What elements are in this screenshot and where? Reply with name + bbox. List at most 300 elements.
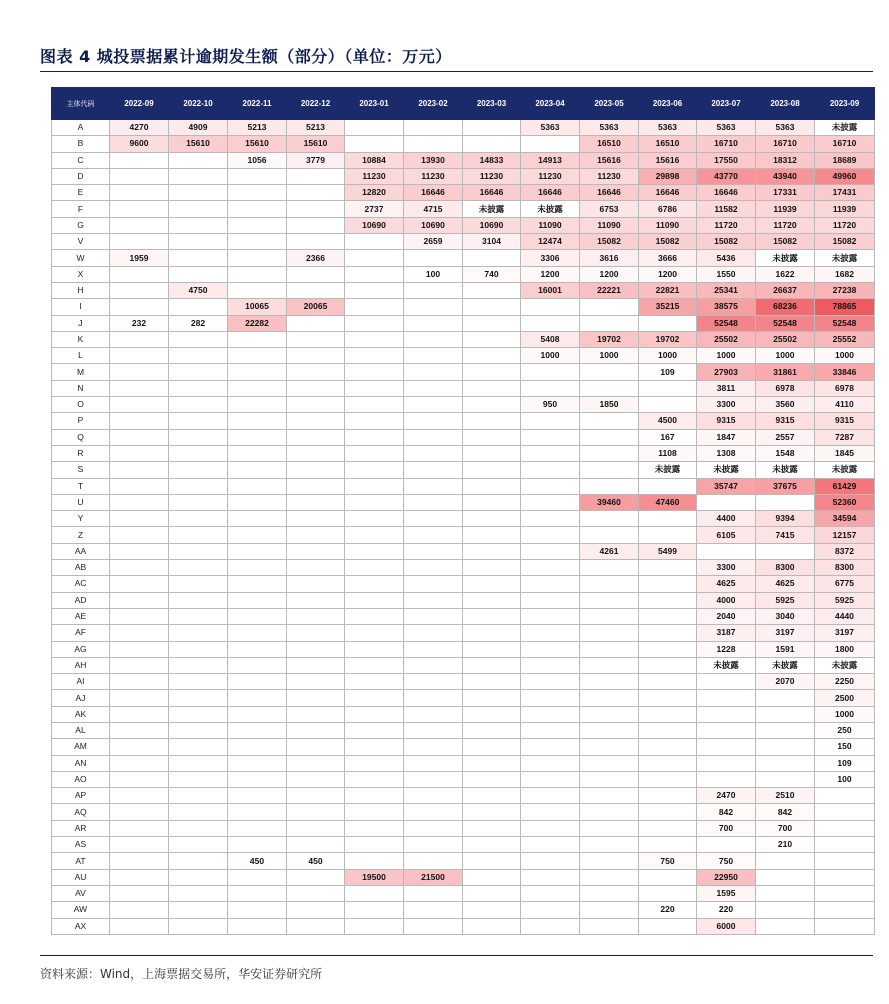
overdue-amount-cell: 11720 xyxy=(697,217,756,233)
overdue-amount-cell xyxy=(521,885,580,901)
overdue-amount-cell xyxy=(287,348,345,364)
header-cell-month: 2023-04 xyxy=(521,88,580,120)
overdue-amount-cell xyxy=(287,478,345,494)
overdue-amount-cell: 3300 xyxy=(697,397,756,413)
overdue-amount-cell xyxy=(756,755,815,771)
overdue-amount-cell xyxy=(110,869,169,885)
entity-code-cell: AD xyxy=(52,592,110,608)
overdue-amount-cell xyxy=(463,136,521,152)
overdue-amount-cell xyxy=(404,527,463,543)
overdue-amount-cell: 未披露 xyxy=(756,462,815,478)
overdue-amount-cell: 未披露 xyxy=(697,462,756,478)
overdue-amount-cell xyxy=(404,804,463,820)
overdue-amount-cell: 100 xyxy=(815,771,875,787)
overdue-amount-cell xyxy=(228,217,287,233)
overdue-table xyxy=(51,87,875,935)
entity-code-cell: J xyxy=(52,315,110,331)
overdue-amount-cell: 109 xyxy=(815,755,875,771)
source-note: 资料来源：Wind，上海票据交易所，华安证券研究所 xyxy=(40,967,323,981)
overdue-amount-cell: 5363 xyxy=(580,120,639,136)
overdue-amount-cell: 11939 xyxy=(815,201,875,217)
overdue-amount-cell xyxy=(110,282,169,298)
overdue-amount-cell xyxy=(287,869,345,885)
overdue-amount-cell xyxy=(287,511,345,527)
overdue-amount-cell xyxy=(110,657,169,673)
overdue-amount-cell: 220 xyxy=(697,902,756,918)
overdue-amount-cell xyxy=(287,674,345,690)
overdue-amount-cell: 未披露 xyxy=(815,462,875,478)
overdue-amount-cell xyxy=(110,234,169,250)
overdue-amount-cell xyxy=(580,706,639,722)
overdue-amount-cell xyxy=(463,674,521,690)
overdue-amount-cell xyxy=(580,462,639,478)
overdue-amount-cell xyxy=(404,560,463,576)
overdue-amount-cell xyxy=(345,560,404,576)
overdue-amount-cell xyxy=(639,739,697,755)
overdue-amount-cell: 47460 xyxy=(639,494,697,510)
overdue-amount-cell: 1200 xyxy=(639,266,697,282)
overdue-amount-cell: 2040 xyxy=(697,608,756,624)
overdue-amount-cell: 15610 xyxy=(228,136,287,152)
entity-code-cell: Z xyxy=(52,527,110,543)
overdue-amount-cell xyxy=(521,527,580,543)
overdue-amount-cell xyxy=(580,413,639,429)
overdue-amount-cell xyxy=(521,788,580,804)
overdue-amount-cell xyxy=(639,641,697,657)
overdue-amount-cell: 4270 xyxy=(110,120,169,136)
overdue-amount-cell xyxy=(110,641,169,657)
overdue-amount-cell: 6978 xyxy=(756,380,815,396)
header-cell-month: 2023-08 xyxy=(756,88,815,120)
overdue-amount-cell: 13930 xyxy=(404,152,463,168)
overdue-amount-cell xyxy=(404,885,463,901)
overdue-amount-cell xyxy=(345,674,404,690)
overdue-amount-cell: 11230 xyxy=(345,168,404,184)
overdue-amount-cell xyxy=(580,625,639,641)
overdue-amount-cell xyxy=(169,576,228,592)
overdue-amount-cell xyxy=(639,837,697,853)
overdue-amount-cell: 1000 xyxy=(697,348,756,364)
table-row xyxy=(52,397,875,413)
table-row xyxy=(52,885,875,901)
overdue-amount-cell xyxy=(110,885,169,901)
overdue-amount-cell xyxy=(580,592,639,608)
overdue-amount-cell xyxy=(169,364,228,380)
overdue-amount-cell xyxy=(580,527,639,543)
overdue-amount-cell xyxy=(228,657,287,673)
overdue-amount-cell xyxy=(345,397,404,413)
overdue-amount-cell xyxy=(110,576,169,592)
overdue-amount-cell xyxy=(345,445,404,461)
overdue-amount-cell: 3197 xyxy=(815,625,875,641)
overdue-amount-cell xyxy=(580,641,639,657)
header-cell-month: 2023-03 xyxy=(463,88,521,120)
overdue-amount-cell: 1550 xyxy=(697,266,756,282)
overdue-amount-cell xyxy=(639,869,697,885)
overdue-amount-cell: 11090 xyxy=(580,217,639,233)
overdue-amount-cell xyxy=(287,902,345,918)
overdue-amount-cell xyxy=(345,364,404,380)
overdue-amount-cell xyxy=(580,576,639,592)
overdue-amount-cell xyxy=(580,902,639,918)
overdue-amount-cell xyxy=(521,820,580,836)
overdue-amount-cell xyxy=(110,674,169,690)
overdue-amount-cell xyxy=(228,820,287,836)
table-row xyxy=(52,576,875,592)
overdue-amount-cell xyxy=(756,853,815,869)
overdue-amount-cell xyxy=(463,494,521,510)
overdue-amount-cell xyxy=(345,478,404,494)
overdue-amount-cell: 3616 xyxy=(580,250,639,266)
overdue-amount-cell: 4261 xyxy=(580,543,639,559)
overdue-amount-cell: 16646 xyxy=(639,185,697,201)
overdue-amount-cell: 4400 xyxy=(697,511,756,527)
overdue-amount-cell: 10690 xyxy=(404,217,463,233)
overdue-amount-cell xyxy=(580,478,639,494)
overdue-amount-cell xyxy=(404,250,463,266)
overdue-amount-cell xyxy=(287,739,345,755)
overdue-amount-cell xyxy=(228,445,287,461)
overdue-amount-cell: 12474 xyxy=(521,234,580,250)
overdue-amount-cell xyxy=(345,266,404,282)
entity-code-cell: AR xyxy=(52,820,110,836)
overdue-amount-cell xyxy=(345,690,404,706)
header-cell-month: 2023-06 xyxy=(639,88,697,120)
overdue-amount-cell: 5499 xyxy=(639,543,697,559)
overdue-amount-cell xyxy=(639,722,697,738)
overdue-amount-cell xyxy=(697,755,756,771)
overdue-amount-cell xyxy=(169,788,228,804)
overdue-amount-cell: 2510 xyxy=(756,788,815,804)
overdue-amount-cell xyxy=(110,185,169,201)
overdue-amount-cell xyxy=(521,625,580,641)
entity-code-cell: AI xyxy=(52,674,110,690)
overdue-amount-cell xyxy=(580,511,639,527)
overdue-amount-cell: 4440 xyxy=(815,608,875,624)
overdue-amount-cell xyxy=(697,739,756,755)
overdue-amount-cell: 16646 xyxy=(697,185,756,201)
overdue-amount-cell xyxy=(228,527,287,543)
overdue-amount-cell: 11230 xyxy=(521,168,580,184)
overdue-amount-cell: 1000 xyxy=(815,706,875,722)
overdue-amount-cell: 27903 xyxy=(697,364,756,380)
table-row xyxy=(52,625,875,641)
header-cell-month: 2022-10 xyxy=(169,88,228,120)
overdue-amount-cell xyxy=(404,120,463,136)
overdue-amount-cell: 10690 xyxy=(463,217,521,233)
overdue-amount-cell xyxy=(756,885,815,901)
overdue-amount-cell xyxy=(404,608,463,624)
table-row xyxy=(52,120,875,136)
overdue-amount-cell: 1000 xyxy=(815,348,875,364)
overdue-amount-cell: 4715 xyxy=(404,201,463,217)
overdue-amount-cell: 17331 xyxy=(756,185,815,201)
overdue-amount-cell xyxy=(404,543,463,559)
overdue-amount-cell xyxy=(404,918,463,934)
overdue-amount-cell: 52548 xyxy=(815,315,875,331)
overdue-amount-cell: 2659 xyxy=(404,234,463,250)
entity-code-cell: F xyxy=(52,201,110,217)
overdue-amount-cell xyxy=(815,885,875,901)
overdue-amount-cell: 9394 xyxy=(756,511,815,527)
overdue-amount-cell xyxy=(463,331,521,347)
overdue-amount-cell xyxy=(345,608,404,624)
table-row xyxy=(52,788,875,804)
overdue-amount-cell xyxy=(639,608,697,624)
overdue-amount-cell: 11582 xyxy=(697,201,756,217)
overdue-amount-cell xyxy=(404,755,463,771)
table-row xyxy=(52,217,875,233)
overdue-amount-cell xyxy=(110,837,169,853)
overdue-amount-cell: 1682 xyxy=(815,266,875,282)
overdue-amount-cell xyxy=(169,217,228,233)
overdue-amount-cell: 5213 xyxy=(228,120,287,136)
overdue-amount-cell xyxy=(404,462,463,478)
overdue-amount-cell: 4625 xyxy=(697,576,756,592)
overdue-amount-cell xyxy=(345,494,404,510)
overdue-amount-cell xyxy=(521,543,580,559)
table-row xyxy=(52,690,875,706)
overdue-amount-cell: 22950 xyxy=(697,869,756,885)
overdue-amount-cell xyxy=(463,771,521,787)
overdue-amount-cell: 34594 xyxy=(815,511,875,527)
overdue-amount-cell xyxy=(697,837,756,853)
entity-code-cell: AM xyxy=(52,739,110,755)
table-row xyxy=(52,902,875,918)
overdue-amount-cell xyxy=(110,201,169,217)
entity-code-cell: AN xyxy=(52,755,110,771)
overdue-amount-cell xyxy=(287,576,345,592)
source-rule xyxy=(40,955,873,956)
overdue-amount-cell xyxy=(404,331,463,347)
overdue-amount-cell xyxy=(169,706,228,722)
overdue-amount-cell xyxy=(169,592,228,608)
overdue-amount-cell xyxy=(756,869,815,885)
table-row xyxy=(52,185,875,201)
entity-code-cell: AV xyxy=(52,885,110,901)
header-cell-month: 2022-09 xyxy=(110,88,169,120)
overdue-amount-cell xyxy=(287,543,345,559)
overdue-amount-cell xyxy=(639,755,697,771)
overdue-amount-cell xyxy=(110,755,169,771)
overdue-amount-cell xyxy=(404,315,463,331)
overdue-amount-cell xyxy=(639,657,697,673)
overdue-amount-cell: 5363 xyxy=(521,120,580,136)
overdue-amount-cell xyxy=(463,282,521,298)
entity-code-cell: R xyxy=(52,445,110,461)
overdue-amount-cell xyxy=(463,657,521,673)
overdue-amount-cell xyxy=(404,494,463,510)
entity-code-cell: H xyxy=(52,282,110,298)
overdue-amount-cell: 31861 xyxy=(756,364,815,380)
overdue-amount-cell xyxy=(110,902,169,918)
overdue-amount-cell xyxy=(463,478,521,494)
header-cell-month: 2022-11 xyxy=(228,88,287,120)
overdue-amount-cell xyxy=(169,918,228,934)
overdue-amount-cell xyxy=(287,625,345,641)
overdue-amount-cell xyxy=(463,641,521,657)
overdue-amount-cell: 4625 xyxy=(756,576,815,592)
entity-code-cell: AK xyxy=(52,706,110,722)
overdue-amount-cell xyxy=(287,445,345,461)
overdue-amount-cell: 8300 xyxy=(756,560,815,576)
overdue-amount-cell xyxy=(287,413,345,429)
overdue-amount-cell xyxy=(815,820,875,836)
overdue-amount-cell xyxy=(404,674,463,690)
overdue-amount-cell xyxy=(345,885,404,901)
overdue-amount-cell xyxy=(169,266,228,282)
overdue-amount-cell xyxy=(345,837,404,853)
overdue-amount-cell xyxy=(110,739,169,755)
overdue-amount-cell: 1548 xyxy=(756,445,815,461)
overdue-amount-cell: 17550 xyxy=(697,152,756,168)
overdue-amount-cell xyxy=(521,413,580,429)
overdue-amount-cell xyxy=(580,364,639,380)
overdue-amount-cell xyxy=(463,543,521,559)
overdue-amount-cell xyxy=(228,348,287,364)
overdue-amount-cell xyxy=(404,348,463,364)
entity-code-cell: B xyxy=(52,136,110,152)
overdue-amount-cell xyxy=(463,364,521,380)
overdue-amount-cell xyxy=(345,315,404,331)
overdue-amount-cell xyxy=(345,641,404,657)
overdue-amount-cell xyxy=(404,641,463,657)
overdue-amount-cell xyxy=(404,364,463,380)
overdue-amount-cell xyxy=(110,771,169,787)
overdue-amount-cell: 750 xyxy=(639,853,697,869)
overdue-amount-cell: 35215 xyxy=(639,299,697,315)
overdue-amount-cell xyxy=(580,722,639,738)
overdue-amount-cell: 未披露 xyxy=(756,250,815,266)
overdue-amount-cell xyxy=(169,902,228,918)
entity-code-cell: AE xyxy=(52,608,110,624)
entity-code-cell: K xyxy=(52,331,110,347)
overdue-amount-cell xyxy=(697,722,756,738)
overdue-amount-cell xyxy=(169,445,228,461)
overdue-amount-cell xyxy=(228,804,287,820)
overdue-amount-cell: 150 xyxy=(815,739,875,755)
overdue-amount-cell xyxy=(228,282,287,298)
overdue-amount-cell xyxy=(345,429,404,445)
overdue-amount-cell xyxy=(345,820,404,836)
overdue-amount-cell xyxy=(345,902,404,918)
overdue-amount-cell xyxy=(639,511,697,527)
overdue-amount-cell: 250 xyxy=(815,722,875,738)
overdue-amount-cell xyxy=(639,771,697,787)
overdue-amount-cell xyxy=(815,902,875,918)
overdue-amount-cell xyxy=(345,331,404,347)
overdue-amount-cell: 700 xyxy=(697,820,756,836)
header-cell-month: 2023-07 xyxy=(697,88,756,120)
overdue-amount-cell xyxy=(345,299,404,315)
figure-title: 图表 4 城投票据累计逾期发生额（部分）（单位：万元） xyxy=(40,47,452,66)
overdue-amount-cell xyxy=(521,771,580,787)
overdue-amount-cell: 未披露 xyxy=(697,657,756,673)
overdue-amount-cell: 未披露 xyxy=(463,201,521,217)
table-row xyxy=(52,364,875,380)
overdue-amount-cell xyxy=(228,674,287,690)
overdue-amount-cell: 5363 xyxy=(697,120,756,136)
overdue-amount-cell xyxy=(521,804,580,820)
overdue-amount-cell xyxy=(287,397,345,413)
overdue-amount-cell xyxy=(404,282,463,298)
overdue-amount-cell xyxy=(169,641,228,657)
overdue-amount-cell xyxy=(463,462,521,478)
overdue-amount-cell xyxy=(287,527,345,543)
overdue-amount-cell: 1591 xyxy=(756,641,815,657)
overdue-amount-cell xyxy=(404,657,463,673)
overdue-amount-cell: 14913 xyxy=(521,152,580,168)
overdue-amount-cell: 5213 xyxy=(287,120,345,136)
overdue-amount-cell: 38575 xyxy=(697,299,756,315)
entity-code-cell: A xyxy=(52,120,110,136)
overdue-amount-cell: 15082 xyxy=(815,234,875,250)
overdue-amount-cell xyxy=(169,722,228,738)
overdue-amount-cell xyxy=(287,217,345,233)
overdue-amount-cell xyxy=(345,755,404,771)
overdue-amount-cell xyxy=(287,266,345,282)
overdue-amount-cell: 1622 xyxy=(756,266,815,282)
overdue-amount-cell xyxy=(110,397,169,413)
overdue-amount-cell: 25341 xyxy=(697,282,756,298)
overdue-amount-cell xyxy=(404,690,463,706)
overdue-amount-cell: 15082 xyxy=(639,234,697,250)
overdue-amount-cell xyxy=(521,690,580,706)
overdue-amount-cell xyxy=(287,429,345,445)
overdue-amount-cell xyxy=(110,527,169,543)
header-cell-entity: 主体代码 xyxy=(52,88,110,120)
table-row xyxy=(52,804,875,820)
overdue-amount-cell: 5363 xyxy=(756,120,815,136)
overdue-amount-cell xyxy=(228,885,287,901)
table-row xyxy=(52,511,875,527)
overdue-amount-cell: 5436 xyxy=(697,250,756,266)
overdue-amount-cell: 49960 xyxy=(815,168,875,184)
overdue-amount-cell: 15616 xyxy=(639,152,697,168)
overdue-amount-cell xyxy=(345,348,404,364)
overdue-amount-cell xyxy=(639,576,697,592)
entity-code-cell: AU xyxy=(52,869,110,885)
overdue-amount-cell xyxy=(169,462,228,478)
table-row xyxy=(52,152,875,168)
overdue-amount-cell xyxy=(169,771,228,787)
overdue-amount-cell xyxy=(169,413,228,429)
table-row xyxy=(52,315,875,331)
overdue-amount-cell xyxy=(521,560,580,576)
overdue-amount-cell xyxy=(345,282,404,298)
overdue-amount-cell xyxy=(404,625,463,641)
overdue-amount-cell: 8372 xyxy=(815,543,875,559)
overdue-amount-cell xyxy=(463,576,521,592)
overdue-amount-cell: 1000 xyxy=(521,348,580,364)
overdue-amount-cell xyxy=(228,706,287,722)
overdue-amount-cell xyxy=(756,918,815,934)
overdue-amount-cell: 15610 xyxy=(287,136,345,152)
overdue-amount-cell xyxy=(110,592,169,608)
overdue-amount-cell: 16001 xyxy=(521,282,580,298)
overdue-amount-cell xyxy=(110,853,169,869)
overdue-amount-cell xyxy=(580,739,639,755)
overdue-amount-cell: 3560 xyxy=(756,397,815,413)
overdue-amount-cell: 11230 xyxy=(404,168,463,184)
overdue-amount-cell: 37675 xyxy=(756,478,815,494)
overdue-amount-cell xyxy=(521,722,580,738)
overdue-amount-cell: 3300 xyxy=(697,560,756,576)
overdue-amount-cell xyxy=(404,739,463,755)
entity-code-cell: W xyxy=(52,250,110,266)
overdue-amount-cell xyxy=(345,136,404,152)
overdue-amount-cell xyxy=(287,755,345,771)
